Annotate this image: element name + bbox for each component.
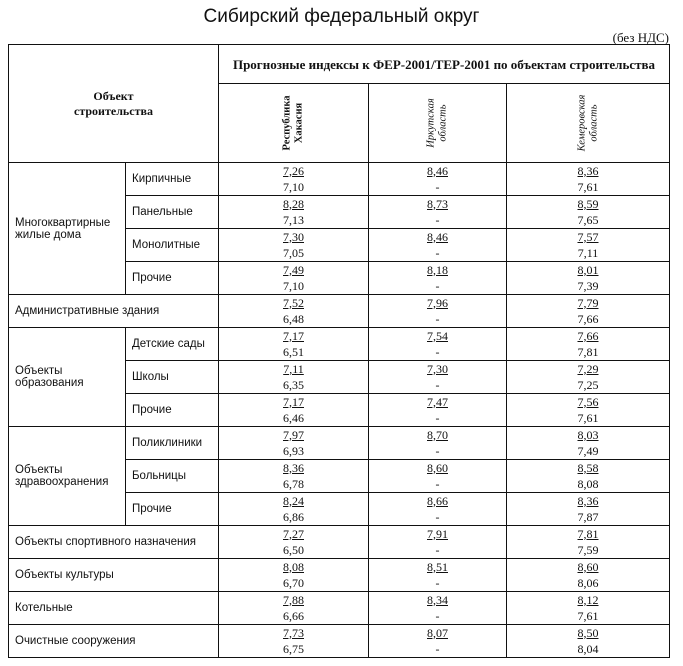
subtype-label: Больницы [126,460,219,493]
index-value-primary: 7,54 [369,328,507,345]
index-value-secondary: 6,66 [219,608,369,625]
object-header-line-1: Объект [93,88,134,103]
index-value-primary: 7,73 [219,625,369,642]
group-label: Многоквартирные жилые дома [9,163,126,295]
index-value-secondary: 7,49 [507,443,670,460]
index-value-primary: 7,29 [507,361,670,378]
index-value-secondary: - [369,575,507,592]
table-row [9,592,670,609]
index-value-secondary: 7,61 [507,608,670,625]
index-value-secondary: 7,61 [507,410,670,427]
index-value-secondary: - [369,311,507,328]
index-value-secondary: 6,51 [219,344,369,361]
index-value-primary: 8,08 [219,559,369,576]
index-value-secondary: 6,75 [219,641,369,658]
index-value-primary: 8,58 [507,460,670,477]
index-value-primary: 7,57 [507,229,670,246]
index-value-primary: 7,88 [219,592,369,609]
index-value-primary: 7,91 [369,526,507,543]
index-value-secondary: - [369,278,507,295]
index-value-secondary: 7,81 [507,344,670,361]
index-value-secondary: - [369,476,507,493]
index-value-primary: 8,07 [369,625,507,642]
index-value-secondary: - [369,509,507,526]
index-value-primary: 7,17 [219,328,369,345]
index-value-secondary: 6,46 [219,410,369,427]
subtype-label: Прочие [126,493,219,526]
group-label: Котельные [9,592,219,625]
index-value-secondary: - [369,641,507,658]
index-value-primary: 8,66 [369,493,507,510]
index-value-primary: 7,96 [369,295,507,312]
index-value-primary: 8,36 [507,493,670,510]
table-row [9,625,670,642]
index-value-secondary: 6,48 [219,311,369,328]
table-row [9,526,670,543]
index-value-primary: 7,11 [219,361,369,378]
subtype-label: Прочие [126,262,219,295]
index-value-secondary: 7,13 [219,212,369,229]
index-value-primary: 8,01 [507,262,670,279]
index-value-primary: 8,18 [369,262,507,279]
table-row [9,427,670,444]
index-value-secondary: 7,05 [219,245,369,262]
index-value-secondary: - [369,410,507,427]
index-value-primary: 7,26 [219,163,369,180]
index-value-secondary: - [369,179,507,196]
index-value-secondary: 7,66 [507,311,670,328]
index-value-secondary: 6,70 [219,575,369,592]
index-value-primary: 8,73 [369,196,507,213]
index-value-primary: 8,70 [369,427,507,444]
index-value-primary: 8,60 [507,559,670,576]
subtype-label: Монолитные [126,229,219,262]
index-value-secondary: 7,10 [219,278,369,295]
index-value-primary: 7,30 [369,361,507,378]
index-value-primary: 8,59 [507,196,670,213]
index-value-secondary: 6,93 [219,443,369,460]
index-value-primary: 8,03 [507,427,670,444]
index-value-primary: 7,79 [507,295,670,312]
index-value-primary: 7,81 [507,526,670,543]
object-header-line-2: строительства [74,103,153,118]
group-label: Объекты спортивного назначения [9,526,219,559]
index-value-secondary: 7,10 [219,179,369,196]
group-label: Очистные сооружения [9,625,219,658]
index-value-primary: 7,27 [219,526,369,543]
forecast-header: Прогнозные индексы к ФЕР-2001/ТЕР-2001 по объектам строительства [219,45,670,84]
vat-note: (без НДС) [612,30,669,45]
index-table [8,44,670,658]
index-value-secondary: 6,35 [219,377,369,394]
index-value-primary: 7,17 [219,394,369,411]
index-value-secondary: - [369,542,507,559]
index-value-secondary: - [369,377,507,394]
page-title: Сибирский федеральный округ [203,6,480,27]
index-value-secondary: - [369,608,507,625]
index-value-secondary: 7,65 [507,212,670,229]
index-value-primary: 8,28 [219,196,369,213]
index-value-secondary: 7,11 [507,245,670,262]
table-row [9,559,670,576]
index-value-primary: 8,36 [507,163,670,180]
subtype-label: Поликлиники [126,427,219,460]
index-value-primary: 8,34 [369,592,507,609]
subtype-label: Панельные [126,196,219,229]
table-row [9,295,670,312]
index-value-primary: 8,12 [507,592,670,609]
index-value-primary: 7,49 [219,262,369,279]
index-value-secondary: 6,78 [219,476,369,493]
table-row [9,163,670,180]
group-label: Объекты культуры [9,559,219,592]
index-value-primary: 8,60 [369,460,507,477]
group-label: Административные здания [9,295,219,328]
index-value-secondary: 8,06 [507,575,670,592]
index-value-primary: 8,46 [369,163,507,180]
index-value-primary: 7,97 [219,427,369,444]
index-value-secondary: 7,25 [507,377,670,394]
index-value-secondary: 7,87 [507,509,670,526]
index-value-primary: 7,56 [507,394,670,411]
index-value-secondary: - [369,212,507,229]
index-value-primary: 7,66 [507,328,670,345]
table-body [9,163,670,658]
subtype-label: Школы [126,361,219,394]
region-header-kemerovo: Кемеровская область [507,84,670,163]
group-label: Объекты здравоохранения [9,427,126,526]
index-value-secondary: 8,04 [507,641,670,658]
index-value-secondary: 7,61 [507,179,670,196]
index-value-secondary: - [369,344,507,361]
subtype-label: Прочие [126,394,219,427]
index-value-secondary: 8,08 [507,476,670,493]
index-value-primary: 7,52 [219,295,369,312]
region-header-khakassia: Республика Хакасия [219,84,369,163]
index-value-secondary: 7,39 [507,278,670,295]
index-value-primary: 8,24 [219,493,369,510]
index-value-secondary: 7,59 [507,542,670,559]
index-value-primary: 8,50 [507,625,670,642]
index-value-secondary: 6,86 [219,509,369,526]
index-value-primary: 8,51 [369,559,507,576]
index-value-secondary: 6,50 [219,542,369,559]
index-value-secondary: - [369,443,507,460]
table-row [9,328,670,345]
index-value-primary: 8,46 [369,229,507,246]
subtype-label: Детские сады [126,328,219,361]
object-header [9,45,219,163]
index-value-primary: 7,30 [219,229,369,246]
index-value-secondary: - [369,245,507,262]
index-value-primary: 8,36 [219,460,369,477]
subtype-label: Кирпичные [126,163,219,196]
index-value-primary: 7,47 [369,394,507,411]
region-header-irkutsk: Иркутская область [369,84,507,163]
group-label: Объекты образования [9,328,126,427]
